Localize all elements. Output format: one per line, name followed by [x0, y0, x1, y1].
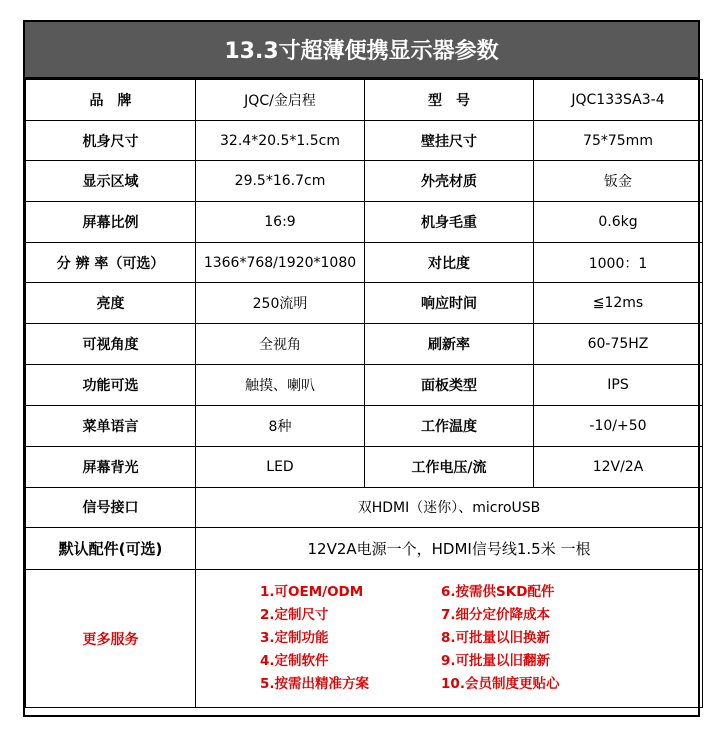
service-item: 8.可批量以旧换新 — [441, 630, 551, 647]
spec-value: 32.4*20.5*1.5cm — [196, 120, 365, 161]
spec-label: 工作电压/流 — [365, 446, 534, 487]
spec-value: JQC/金启程 — [196, 80, 365, 121]
spec-value: 250流明 — [196, 283, 365, 324]
spec-label: 显示区域 — [26, 161, 196, 202]
spec-value: 触摸、喇叭 — [196, 364, 365, 405]
table-row — [26, 120, 703, 161]
spec-label: 壁挂尺寸 — [365, 120, 534, 161]
service-item: 7.细分定价降成本 — [441, 607, 551, 624]
table-row — [26, 80, 703, 121]
spec-value: 16:9 — [196, 202, 365, 243]
spec-label: 工作温度 — [365, 405, 534, 446]
spec-label: 外壳材质 — [365, 161, 534, 202]
service-item: 9.可批量以旧翻新 — [441, 653, 551, 670]
table-row — [26, 202, 703, 243]
spec-label: 机身毛重 — [365, 202, 534, 243]
spec-value: 60-75HZ — [534, 324, 703, 365]
spec-value: 8种 — [196, 405, 365, 446]
spec-label: 功能可选 — [26, 364, 196, 405]
service-item: 1.可OEM/ODM — [260, 584, 364, 601]
services-cell — [196, 570, 703, 708]
services-label: 更多服务 — [26, 570, 196, 708]
table-row — [26, 446, 703, 487]
table-row — [26, 405, 703, 446]
services-column-left — [260, 583, 369, 694]
spec-label: 刷新率 — [365, 324, 534, 365]
spec-value: 全视角 — [196, 324, 365, 365]
spec-value: 75*75mm — [534, 120, 703, 161]
services-list — [198, 583, 700, 694]
spec-label: 分 辨 率（可选） — [26, 242, 196, 283]
spec-value: 1366*768/1920*1080 — [196, 242, 365, 283]
spec-label: 亮度 — [26, 283, 196, 324]
service-item: 2.定制尺寸 — [260, 607, 329, 624]
spec-value: 12V/2A — [534, 446, 703, 487]
accessories-row — [26, 528, 703, 570]
spec-label: 对比度 — [365, 242, 534, 283]
spec-label: 屏幕比例 — [26, 202, 196, 243]
interface-row — [26, 487, 703, 528]
service-item: 4.定制软件 — [260, 653, 329, 670]
table-row — [26, 364, 703, 405]
spec-label: 型 号 — [365, 80, 534, 121]
spec-value: 0.6kg — [534, 202, 703, 243]
table-row — [26, 242, 703, 283]
spec-label: 响应时间 — [365, 283, 534, 324]
table-row — [26, 161, 703, 202]
spec-label: 机身尺寸 — [26, 120, 196, 161]
spec-value: JQC133SA3-4 — [534, 80, 703, 121]
service-item: 3.定制功能 — [260, 630, 329, 647]
spec-sheet — [23, 20, 700, 717]
spec-value: -10/+50 — [534, 405, 703, 446]
spec-value: ≦12ms — [534, 283, 703, 324]
sheet-title: 13.3寸超薄便携显示器参数 — [25, 22, 698, 79]
spec-value: IPS — [534, 364, 703, 405]
spec-value: 29.5*16.7cm — [196, 161, 365, 202]
accessories-label: 默认配件(可选) — [26, 528, 196, 570]
service-item: 5.按需出精准方案 — [260, 676, 370, 693]
spec-value: 1000：1 — [534, 242, 703, 283]
services-row — [26, 570, 703, 708]
spec-label: 品 牌 — [26, 80, 196, 121]
service-item: 10.会员制度更贴心 — [441, 676, 560, 693]
spec-label: 屏幕背光 — [26, 446, 196, 487]
services-column-right — [441, 583, 559, 694]
interface-value: 双HDMI（迷你）、microUSB — [196, 487, 703, 528]
accessories-value: 12V2A电源一个，HDMI信号线1.5米 一根 — [196, 528, 703, 570]
spec-label: 面板类型 — [365, 364, 534, 405]
spec-table — [25, 79, 703, 708]
spec-value: LED — [196, 446, 365, 487]
spec-label: 可视角度 — [26, 324, 196, 365]
table-row — [26, 283, 703, 324]
spec-label: 菜单语言 — [26, 405, 196, 446]
interface-label: 信号接口 — [26, 487, 196, 528]
table-row — [26, 324, 703, 365]
service-item: 6.按需供SKD配件 — [441, 584, 555, 601]
spec-value: 钣金 — [534, 161, 703, 202]
